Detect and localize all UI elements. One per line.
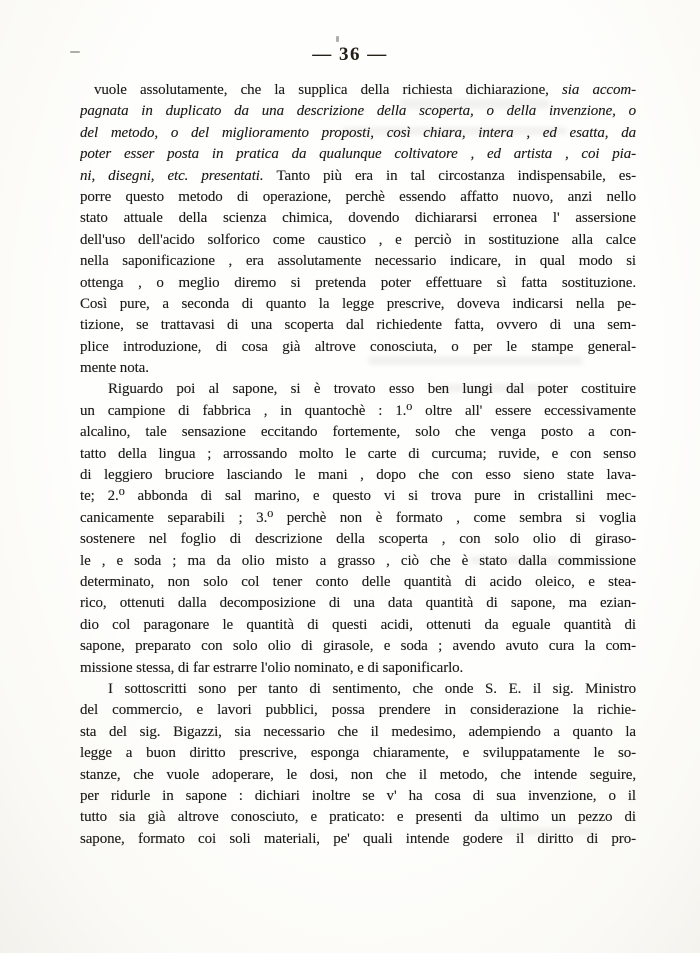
text-segment: di leggiero bruciore lasciando le mani , dopo che con esso sieno state lava- <box>80 467 636 484</box>
text-segment: sostenere nel foglio di descrizione della scoperta , con solo olio di giraso- <box>80 531 636 548</box>
text-segment: sapone, formato coi soli materiali, pe' quali intende godere il diritto di pro- <box>80 830 636 847</box>
text-segment: alcalino, tale sensazione eccitando fortemente, solo che venga posto a con- <box>80 424 636 441</box>
text-segment: porre questo metodo di operazione, perchè essendo affatto nuovo, anzi nello <box>80 188 636 205</box>
text-line <box>80 101 636 122</box>
italic-text-segment: sia accom- <box>562 82 636 98</box>
italic-text-segment: pagnata in duplicato da una descrizione della scoperta, o della invenzione, o <box>80 103 636 120</box>
text-segment: ottenga , o meglio diremo si pretenda poter effettuare sì fatta sostituzione. <box>80 274 636 291</box>
text-segment: mente nota. <box>80 360 149 377</box>
text-segment: per ridurle in sapone : dichiari inoltre se v' ha cosa di sua invenzione, o il <box>80 787 636 804</box>
text-segment: tatto della lingua ; arrossando molto le carte di curcuma; ruvide, e con senso <box>80 445 636 462</box>
text-line <box>80 273 636 294</box>
text-line <box>80 315 636 336</box>
text-line <box>80 251 636 272</box>
text-segment: vuole assolutamente, che la supplica della richiesta dichiarazione, <box>94 82 563 98</box>
text-line <box>80 80 636 101</box>
text-line <box>80 829 636 850</box>
text-line <box>80 187 636 208</box>
text-line <box>80 679 636 700</box>
text-line <box>80 529 636 550</box>
text-line <box>80 572 636 593</box>
text-line <box>80 230 636 251</box>
text-line <box>80 508 636 529</box>
text-segment: un campione di fabbrica , in quantochè : 1.⁰ oltre all' essere eccessivamente <box>80 402 636 419</box>
text-line <box>80 337 636 358</box>
text-segment: canicamente separabili ; 3.⁰ perchè non è formato , come sembra si voglia <box>80 509 636 526</box>
text-segment: dio col paragonare le quantità di questi acidi, ottenuti da eguale quantità di <box>80 616 636 633</box>
text-segment: plice introduzione, di cosa già altrove conosciuta, o per le stampe general- <box>80 338 636 355</box>
text-line <box>80 465 636 486</box>
text-line <box>80 444 636 465</box>
text-line <box>80 593 636 614</box>
text-segment: sapone, preparato con solo olio di girasole, e soda ; avendo avuto cura la com- <box>80 638 636 655</box>
text-segment: stanze, che vuole adoperare, le dosi, non che il metodo, che intende seguire, <box>80 766 636 783</box>
text-segment: rico, ottenuti dalla decomposizione di una data quantità di sapone, ma ezian- <box>80 595 636 612</box>
text-line <box>80 765 636 786</box>
italic-text-segment: poter esser posta in pratica da qualunque coltivatore , ed artista , coi pia- <box>80 146 636 163</box>
text-line <box>80 722 636 743</box>
text-segment: te; 2.⁰ abbonda di sal marino, e questo vi si trova pure in cristallini mec- <box>80 488 636 505</box>
text-line <box>80 636 636 657</box>
text-line <box>80 700 636 721</box>
text-segment: I sottoscritti sono per tanto di sentimento, che onde S. E. il sig. Ministro <box>108 680 636 697</box>
text-segment: missione stessa, di far estrarre l'olio nominato, e di saponificarlo. <box>80 659 464 676</box>
text-segment: Tanto più era in tal circostanza indispensabile, es- <box>276 167 636 184</box>
text-line <box>80 422 636 443</box>
text-line <box>80 208 636 229</box>
text-line <box>80 615 636 636</box>
text-line <box>80 123 636 144</box>
text-line <box>80 166 636 187</box>
text-segment: sta del sig. Bigazzi, sia necessario che il medesimo, adempiendo a quanto la <box>80 723 636 740</box>
text-segment: dell'uso dell'acido solforico come caustico , e perciò in sostituzione alla calce <box>80 231 636 248</box>
text-segment: tutto sia già altrove conosciuto, e praticato: e presenti da ultimo un pezzo di <box>80 809 636 826</box>
text-segment: stato attuale della scienza chimica, dovendo dichiararsi erronea l' assersione <box>80 210 636 227</box>
text-segment: Così pure, a seconda di quanto la legge prescrive, doveva indicarsi nella pe- <box>80 295 636 312</box>
text-line <box>80 743 636 764</box>
text-segment: Riguardo poi al sapone, si è trovato esso ben lungi dal poter costituire <box>108 381 636 398</box>
text-line <box>80 486 636 507</box>
text-segment: le , e soda ; ma da olio misto a grasso , ciò che è stato dalla commissione <box>80 552 636 569</box>
text-line <box>80 358 636 379</box>
text-segment: legge a buon diritto prescrive, esponga chiaramente, e sviluppatamente le so- <box>80 745 636 762</box>
text-segment: nella saponificazione , era assolutamente necessario indicare, in qual modo si <box>80 253 636 270</box>
text-line <box>80 144 636 165</box>
page-number: — 36 — <box>312 44 388 65</box>
italic-text-segment: del metodo, o del miglioramento proposti, così chiara, intera , ed esatta, da <box>80 124 636 141</box>
scan-speck <box>336 36 339 42</box>
text-line <box>80 658 636 679</box>
text-line <box>80 551 636 572</box>
text-line <box>80 294 636 315</box>
text-line <box>80 807 636 828</box>
text-line <box>80 786 636 807</box>
text-segment: tizione, se trattavasi di una scoperta dal richiedente fatta, ovvero di una sem- <box>80 317 636 334</box>
text-line <box>80 379 636 400</box>
italic-text-segment: ni, disegni, etc. presentati. <box>80 167 277 184</box>
text-block <box>80 80 636 850</box>
text-segment: determinato, non solo col tener conto delle quantità di acido oleico, e stea- <box>80 573 636 590</box>
text-segment: del commercio, e lavori pubblici, possa prendere in considerazione la richie- <box>80 702 636 719</box>
text-line <box>80 401 636 422</box>
